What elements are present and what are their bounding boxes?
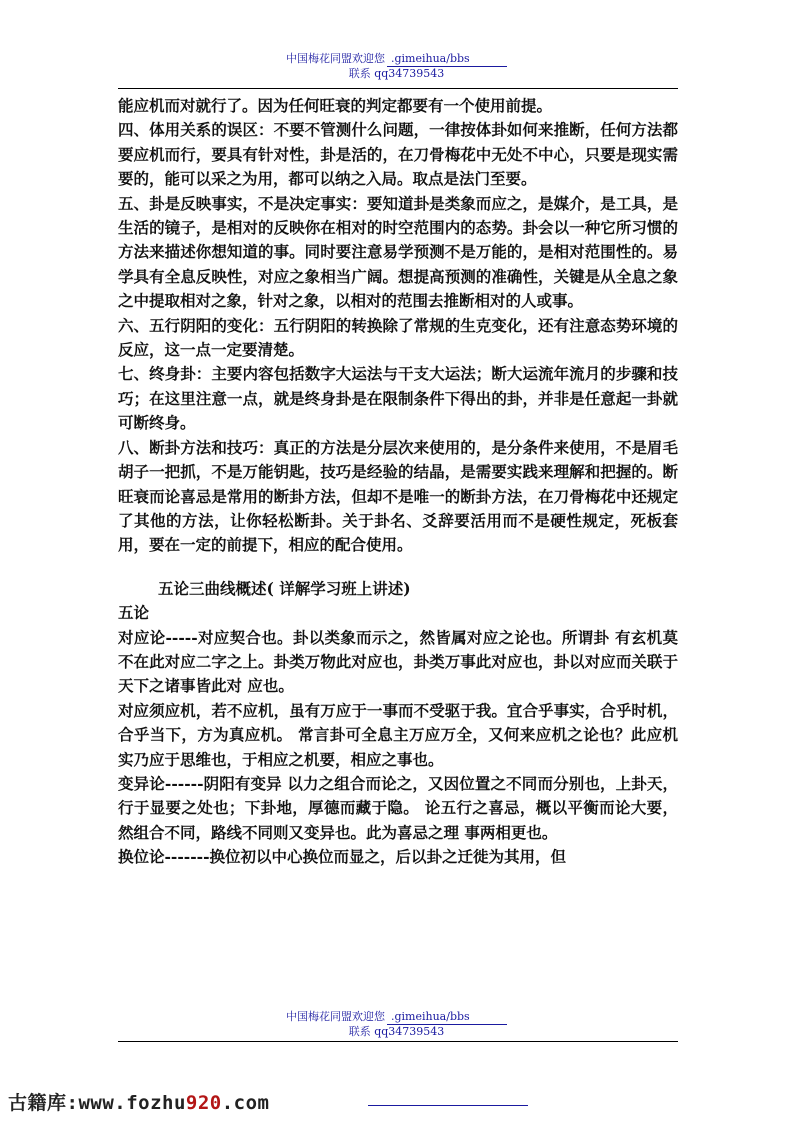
watermark-number: 920 xyxy=(185,1092,222,1114)
paragraph-bianyi: 变异论------阴阳有变异 以力之组合而论之，又因位置之不同而分别也，上卦天，行于显要之处也；下卦地，厚德而藏于隐。 论五行之喜忌，概以平衡而论大要，然组合不同，路线不同则又变异也。此为喜忌之理 事两相更也。 xyxy=(118,773,678,842)
header-forum-link[interactable]: .gimeihua/bbs xyxy=(387,52,507,67)
footer-rule xyxy=(118,1041,678,1042)
watermark-suffix: .com xyxy=(221,1092,270,1114)
document-body xyxy=(118,94,678,870)
paragraph-section-7: 七、终身卦：主要内容包括数字大运法与干支大运法；断大运流年流月的步骤和技巧；在这里注意一点，就是终身卦是在限制条件下得出的卦，并非是任意起一卦就可断终身。 xyxy=(118,364,678,433)
watermark xyxy=(8,1088,269,1115)
paragraph-huanwei: 换位论-------换位初以中心换位而显之，后以卦之迁徙为其用，但 xyxy=(118,847,567,867)
header-rule xyxy=(118,88,678,89)
header-site-text: 中国梅花同盟欢迎您 xyxy=(286,52,385,65)
footer-contact: 联系 qq34739543 xyxy=(348,1025,445,1038)
paragraph-section-6: 六、五行阴阳的变化：五行阴阳的转换除了常规的生克变化，还有注意态势环境的反应，这一点一定要清楚。 xyxy=(118,315,678,360)
watermark-prefix: 古籍库:www.fozhu xyxy=(8,1092,186,1114)
page-header xyxy=(0,52,793,81)
footer-forum-link[interactable]: .gimeihua/bbs xyxy=(387,1010,507,1025)
paragraph-section-8: 八、断卦方法和技巧：真正的方法是分层次来使用的，是分条件来使用，不是眉毛胡子一把抓，不是万能钥匙，技巧是经验的结晶，是需要实践来理解和把握的。断旺衰而论喜忌是常用的断卦方法，但却不是唯一的断卦方法，在刀骨梅花中还规定了其他的方法，让你轻松断卦。关于卦名、爻辞要活用而不是硬性规定，死板套用，要在一定的前提下，相应的配合使用。 xyxy=(118,437,678,555)
footer-site-text: 中国梅花同盟欢迎您 xyxy=(286,1010,385,1023)
paragraph-section-4: 四、体用关系的误区：不要不管测什么问题，一律按体卦如何来推断，任何方法都要应机而行，要具有针对性，卦是活的，在刀骨梅花中无处不中心，只要是现实需要的，能可以采之为用，都可以纳之入局。取点是法门至要。 xyxy=(118,120,678,189)
spacer xyxy=(118,558,678,577)
paragraph-intro: 能应机而对就行了。因为任何旺衰的判定都要有一个使用前提。 xyxy=(118,96,553,115)
bottom-link-underline xyxy=(368,1105,528,1106)
paragraph-yingji: 对应须应机，若不应机，虽有万应于一事而不受驱于我。宜合乎事实，合乎时机，合乎当下，方为真应机。 常言卦可全息主万应万全，又何来应机之论也？此应机实乃应于思维也，于相应之机要，相应之事也。 xyxy=(118,700,678,769)
paragraph-duiying: 对应论-----对应契合也。卦以类象而示之，然皆属对应之论也。所谓卦 有玄机莫不在此对应二字之上。卦类万物此对应也，卦类万事此对应也，卦以对应而关联于天下之诸事皆此对 应也。 xyxy=(118,627,678,696)
paragraph-section-5: 五、卦是反映事实，不是决定事实：要知道卦是类象而应之，是媒介，是工具，是生活的镜子，是相对的反映你在相对的时空范围内的态势。卦会以一种它所习惯的方法来描述你想知道的事。同时要注意易学预测不是万能的，是相对范围性的。易学具有全息反映性，对应之象相当广阔。想提高预测的准确性，关键是从全息之象之中提取相对之象，针对之象，以相对的范围去推断相对的人或事。 xyxy=(118,193,678,311)
header-contact: 联系 qq34739543 xyxy=(348,67,445,80)
page-footer xyxy=(0,1010,793,1039)
section-label: 五论 xyxy=(118,603,150,623)
section-title: 五论三曲线概述( 详解学习班上讲述) xyxy=(158,578,411,598)
